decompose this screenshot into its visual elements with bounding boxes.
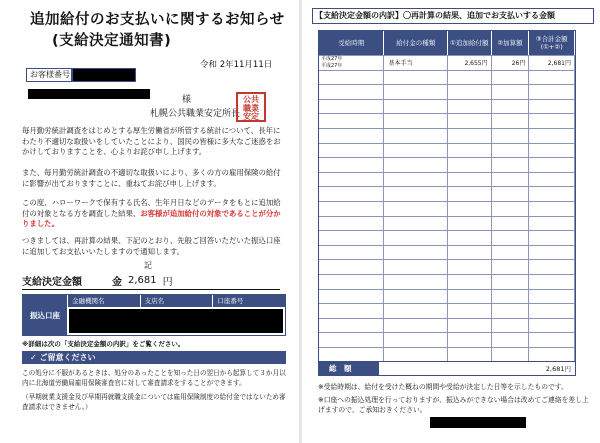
table-cell-empty <box>529 304 575 318</box>
table-cell-empty <box>448 187 492 201</box>
table-cell-empty <box>492 217 530 231</box>
honorific: 様 <box>182 95 192 105</box>
table-row-empty <box>319 172 575 187</box>
table-cell-empty <box>319 100 384 114</box>
table-row-empty <box>319 289 575 304</box>
eligibility-text: この度、ハローワークで保有する氏名、生年月日などのデータをもとに追加給付の対象となる方を調査した結果、 <box>22 198 281 218</box>
table-cell-empty <box>529 217 575 231</box>
apology-paragraph: 毎月勤労統計調査をはじめとする厚生労働省が所管する統計について、長年にわたり不適切な取扱いをしていたことにより、国民の皆様に多大なご迷惑をおかけしておりますことを、心よりお詫び申し上げます。 <box>22 126 281 156</box>
table-cell-empty <box>529 231 575 245</box>
table-row-empty <box>319 332 575 347</box>
table-cell-empty <box>448 202 492 216</box>
period-note: ※受給時期は、給付を受けた概ねの期間や受給が決定した日等を示したものです。 <box>318 383 568 391</box>
header-period: 受給時期 <box>319 31 384 55</box>
table-cell-empty <box>448 114 492 128</box>
table-row-empty <box>319 318 575 333</box>
table-row-empty <box>319 259 575 274</box>
table-cell-empty <box>492 71 530 85</box>
table-cell-empty <box>529 290 575 304</box>
eligibility-paragraph <box>22 198 284 230</box>
table-row-empty <box>319 216 575 231</box>
table-cell-empty <box>448 158 492 172</box>
table-cell-empty <box>492 260 530 274</box>
table-cell-empty <box>448 71 492 85</box>
table-cell-empty <box>448 173 492 187</box>
table-cell-empty <box>448 348 492 362</box>
table-cell-empty <box>319 333 384 347</box>
table-cell-empty <box>448 246 492 260</box>
table-cell-empty <box>384 290 448 304</box>
table-cell-empty <box>319 260 384 274</box>
table-cell-empty <box>319 187 384 201</box>
table-cell-empty <box>529 158 575 172</box>
table-cell-empty <box>384 246 448 260</box>
table-row-empty <box>319 143 575 158</box>
table-cell-empty <box>529 348 575 362</box>
amount-label: 支給決定金額 <box>22 277 82 288</box>
table-cell-empty <box>448 290 492 304</box>
caution-header <box>22 351 286 364</box>
table-cell-empty <box>529 260 575 274</box>
table-cell-empty <box>529 319 575 333</box>
table-cell-empty <box>529 333 575 347</box>
table-row-empty <box>319 157 575 172</box>
table-cell-empty <box>492 85 530 99</box>
notice-subtitle: (支給決定通知書) <box>52 33 172 49</box>
table-cell-empty <box>319 217 384 231</box>
appeal-paragraph: この処分に不服があるときは、処分のあったことを知った日の翌日から起算して３か月以内に北海道労働局雇用保険審査官に対して審査請求をすることができます。 <box>22 369 286 387</box>
impact-paragraph: また、毎月勤労統計調査の不適切な取扱いにより、多くの方の雇用保険の給付に影響が出ておりますことに、重ねてお詫び申し上げます。 <box>22 168 281 188</box>
table-row-empty <box>319 99 575 114</box>
table-cell-empty <box>319 85 384 99</box>
table-cell-empty <box>529 144 575 158</box>
table-cell-empty <box>384 333 448 347</box>
table-cell-empty <box>529 202 575 216</box>
header-additional: ①追加給付額 <box>448 31 492 55</box>
table-cell-empty <box>492 100 530 114</box>
footer-redacted <box>430 417 526 428</box>
table-cell-empty <box>384 319 448 333</box>
table-cell-empty <box>384 129 448 143</box>
table-cell-empty <box>384 85 448 99</box>
table-cell-empty <box>529 100 575 114</box>
table-cell-empty <box>529 114 575 128</box>
table-cell-empty <box>492 231 530 245</box>
amount-value: 2,681 <box>128 275 157 286</box>
table-cell-empty <box>384 231 448 245</box>
table-cell-empty <box>492 144 530 158</box>
table-cell-empty <box>529 173 575 187</box>
table-row-empty <box>319 347 575 362</box>
header-total: ③合計金額(①+②) <box>529 31 575 55</box>
payment-paragraph: つきましては、再計算の結果、下記のとおり、先般ご回答いただいた振込口座に追加してお支払いいたしますので通知します。 <box>22 236 281 256</box>
branch-header: 支店名 <box>140 295 213 307</box>
table-cell-empty <box>319 304 384 318</box>
caution-title: ご留意ください <box>39 353 96 362</box>
table-cell-empty <box>319 290 384 304</box>
table-row-empty <box>319 113 575 128</box>
transfer-note: ※口座への振込処理を行っておりますが、振込みができない場合は改めてご連絡を差し上げますので、ご承知おきください。 <box>318 396 589 414</box>
table-cell-empty <box>448 275 492 289</box>
table-cell-empty <box>384 100 448 114</box>
table-cell-empty <box>384 114 448 128</box>
exception-paragraph: （早期就業支援金及び早期再就職支援金については雇用保険制度の給付金ではないため審査請求はできません。） <box>22 393 286 411</box>
customer-number-redacted <box>73 69 135 81</box>
customer-number-label: お客様番号 <box>26 68 72 82</box>
table-cell-empty <box>384 348 448 362</box>
table-row-empty <box>319 274 575 289</box>
row-total: 2,681円 <box>529 56 575 70</box>
additional-amount: 2,655円 <box>448 56 492 70</box>
table-cell-empty <box>448 85 492 99</box>
header-type: 給付金の種類 <box>384 31 448 55</box>
caution-icon: ✓ <box>30 353 40 362</box>
table-cell-empty <box>529 129 575 143</box>
table-cell-empty <box>384 260 448 274</box>
table-cell-empty <box>384 187 448 201</box>
bank-details-redacted <box>69 309 283 333</box>
table-cell-empty <box>529 246 575 260</box>
table-cell-empty <box>319 348 384 362</box>
table-cell-empty <box>384 158 448 172</box>
table-row <box>319 55 575 70</box>
table-row-empty <box>319 128 575 143</box>
table-cell-empty <box>448 217 492 231</box>
amount-yen: 円 <box>162 277 173 288</box>
table-cell-empty <box>492 275 530 289</box>
table-row-empty <box>319 201 575 216</box>
addition-amount: 26円 <box>492 56 530 70</box>
table-cell-empty <box>492 173 530 187</box>
table-cell-empty <box>384 217 448 231</box>
table-cell-empty <box>384 275 448 289</box>
table-row-empty <box>319 245 575 260</box>
table-row-empty <box>319 230 575 245</box>
official-seal-stamp: 公共 職業 安定 <box>236 92 266 122</box>
table-cell-empty <box>319 71 384 85</box>
notice-title: 追加給付のお支払いに関するお知らせ <box>30 12 285 28</box>
table-cell-empty <box>492 187 530 201</box>
table-cell-empty <box>319 319 384 333</box>
total-value: 2,681円 <box>545 365 571 374</box>
table-header <box>319 31 575 55</box>
bank-headers <box>67 295 285 307</box>
table-row-empty <box>319 186 575 201</box>
table-cell-empty <box>492 290 530 304</box>
table-cell-empty <box>319 202 384 216</box>
table-cell-empty <box>319 158 384 172</box>
table-cell-empty <box>384 304 448 318</box>
table-cell-empty <box>319 173 384 187</box>
table-cell-empty <box>448 231 492 245</box>
breakdown-table <box>318 30 576 376</box>
table-cell-empty <box>492 246 530 260</box>
table-cell-empty <box>448 144 492 158</box>
table-row-empty <box>319 70 575 85</box>
table-cell-empty <box>448 304 492 318</box>
benefit-type: 基本手当 <box>384 56 448 70</box>
table-cell-empty <box>448 129 492 143</box>
table-cell-empty <box>319 231 384 245</box>
table-cell-empty <box>319 114 384 128</box>
table-cell-empty <box>492 348 530 362</box>
table-cell-empty <box>448 100 492 114</box>
period-from: 平成27年 <box>321 56 343 63</box>
account-number-header: 口座番号 <box>212 295 285 307</box>
issue-date: 令和 2年11月11日 <box>200 60 273 70</box>
table-cell-empty <box>384 173 448 187</box>
table-cell-empty <box>529 187 575 201</box>
table-cell-empty <box>384 202 448 216</box>
table-cell-empty <box>492 333 530 347</box>
table-cell-empty <box>319 129 384 143</box>
table-cell-empty <box>448 319 492 333</box>
table-cell-empty <box>529 71 575 85</box>
table-cell-empty <box>492 129 530 143</box>
table-cell-empty <box>319 144 384 158</box>
bank-name-header: 金融機関名 <box>67 295 140 307</box>
table-cell-empty <box>529 85 575 99</box>
ki-marker: 記 <box>144 261 152 270</box>
total-row <box>319 361 575 375</box>
breakdown-title: 【支給決定金額の内訳】〇再計算の結果、追加でお支払いする金額 <box>312 8 594 24</box>
customer-number-box <box>26 68 136 82</box>
recipient-name-redacted <box>28 89 150 99</box>
eligibility-highlight: お客様が追加給付の対象であることが分かりました。 <box>22 208 281 228</box>
decided-amount-row <box>22 272 280 290</box>
table-cell-empty <box>492 202 530 216</box>
table-row-empty <box>319 84 575 99</box>
period-to: 平成27年 <box>321 62 343 69</box>
table-cell-empty <box>492 319 530 333</box>
amount-kin: 金 <box>112 277 122 288</box>
bank-account-label: 振込口座 <box>23 295 67 335</box>
table-cell-empty <box>492 114 530 128</box>
table-cell-empty <box>492 304 530 318</box>
table-cell-empty <box>384 71 448 85</box>
right-breakdown-page <box>302 0 600 443</box>
table-cell-empty <box>448 260 492 274</box>
table-cell-empty <box>384 144 448 158</box>
table-cell-empty <box>319 246 384 260</box>
table-cell-empty <box>529 275 575 289</box>
header-addition: ②加算額 <box>492 31 530 55</box>
bank-account-box <box>22 294 286 336</box>
table-row-empty <box>319 303 575 318</box>
table-cell-empty <box>492 158 530 172</box>
table-cell-empty <box>319 275 384 289</box>
table-cell-empty <box>448 333 492 347</box>
total-label: 総 額 <box>319 362 379 375</box>
issuing-office: 札幌公共職業安定所長 <box>150 109 241 119</box>
breakdown-note: ※詳細は次の「支給決定金額の内訳」をご覧ください。 <box>22 340 185 348</box>
